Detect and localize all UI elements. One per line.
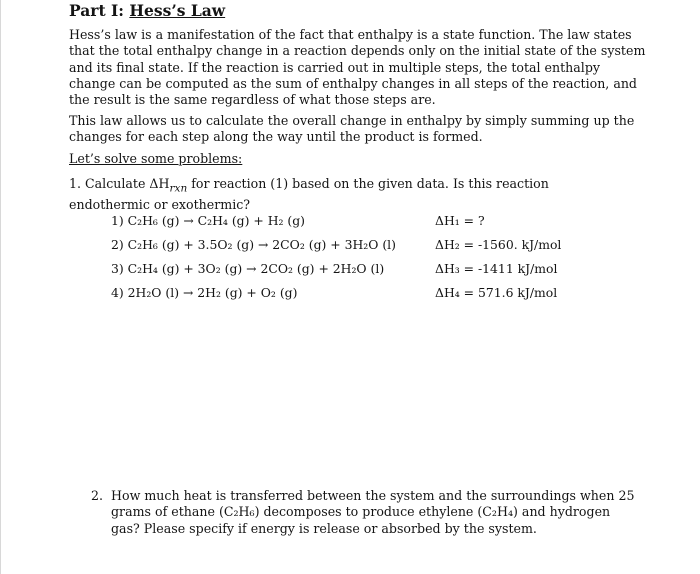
- reaction-equation-4: 4) 2H₂O (l) → 2H₂ (g) + O₂ (g): [111, 285, 298, 300]
- heading-title: Hess’s Law: [129, 1, 226, 20]
- method-paragraph: This law allows us to calculate the overall change in enthalpy by simply summing up the changes for each step along the way until the product is formed.: [69, 113, 635, 145]
- reaction-equation-1: 1) C₂H₆ (g) → C₂H₄ (g) + H₂ (g): [111, 213, 306, 228]
- reaction-equation-2: 2) C₂H₆ (g) + 3.5O₂ (g) → 2CO₂ (g) + 3H₂O (l): [111, 237, 396, 252]
- reaction-enthalpy-2: ΔH₂ = -1560. kJ/mol: [435, 237, 562, 252]
- question-1-subscript: rxn: [169, 182, 188, 195]
- heading-prefix: Part I:: [69, 1, 130, 20]
- reaction-enthalpy-1: ΔH₁ = ?: [435, 213, 485, 228]
- solve-heading: Let’s solve some problems:: [69, 151, 243, 166]
- question-2-text: How much heat is transferred between the system and the surroundings when 25 grams of ethane (C₂H₆) decomposes to produce ethylene (C₂H₄) and hydrogen gas? Please specify if energy is release or absorbed by the system.: [111, 488, 635, 536]
- section-heading: [69, 1, 225, 20]
- reaction-equation-3: 3) C₂H₄ (g) + 3O₂ (g) → 2CO₂ (g) + 2H₂O (l): [111, 261, 385, 276]
- question-1-after: for reaction (1) based on the given data. Is this reaction endothermic or exothermic?: [69, 176, 549, 212]
- question-1-before: 1. Calculate ΔH: [69, 176, 170, 191]
- question-1: [69, 176, 629, 213]
- intro-paragraph: Hess’s law is a manifestation of the fact that enthalpy is a state function. The law states that the total enthalpy change in a reaction depends only on the initial state of the system and its final state. If the reaction is carried out in multiple steps, the total enthalpy change can be computed as the sum of enthalpy changes in all steps of the reaction, and the result is the same regardless of what those steps are.: [69, 27, 646, 108]
- reaction-enthalpy-3: ΔH₃ = -1411 kJ/mol: [435, 261, 558, 276]
- question-2-number: 2.: [91, 488, 104, 503]
- question-2: [91, 488, 636, 537]
- reaction-enthalpy-4: ΔH₄ = 571.6 kJ/mol: [435, 285, 558, 300]
